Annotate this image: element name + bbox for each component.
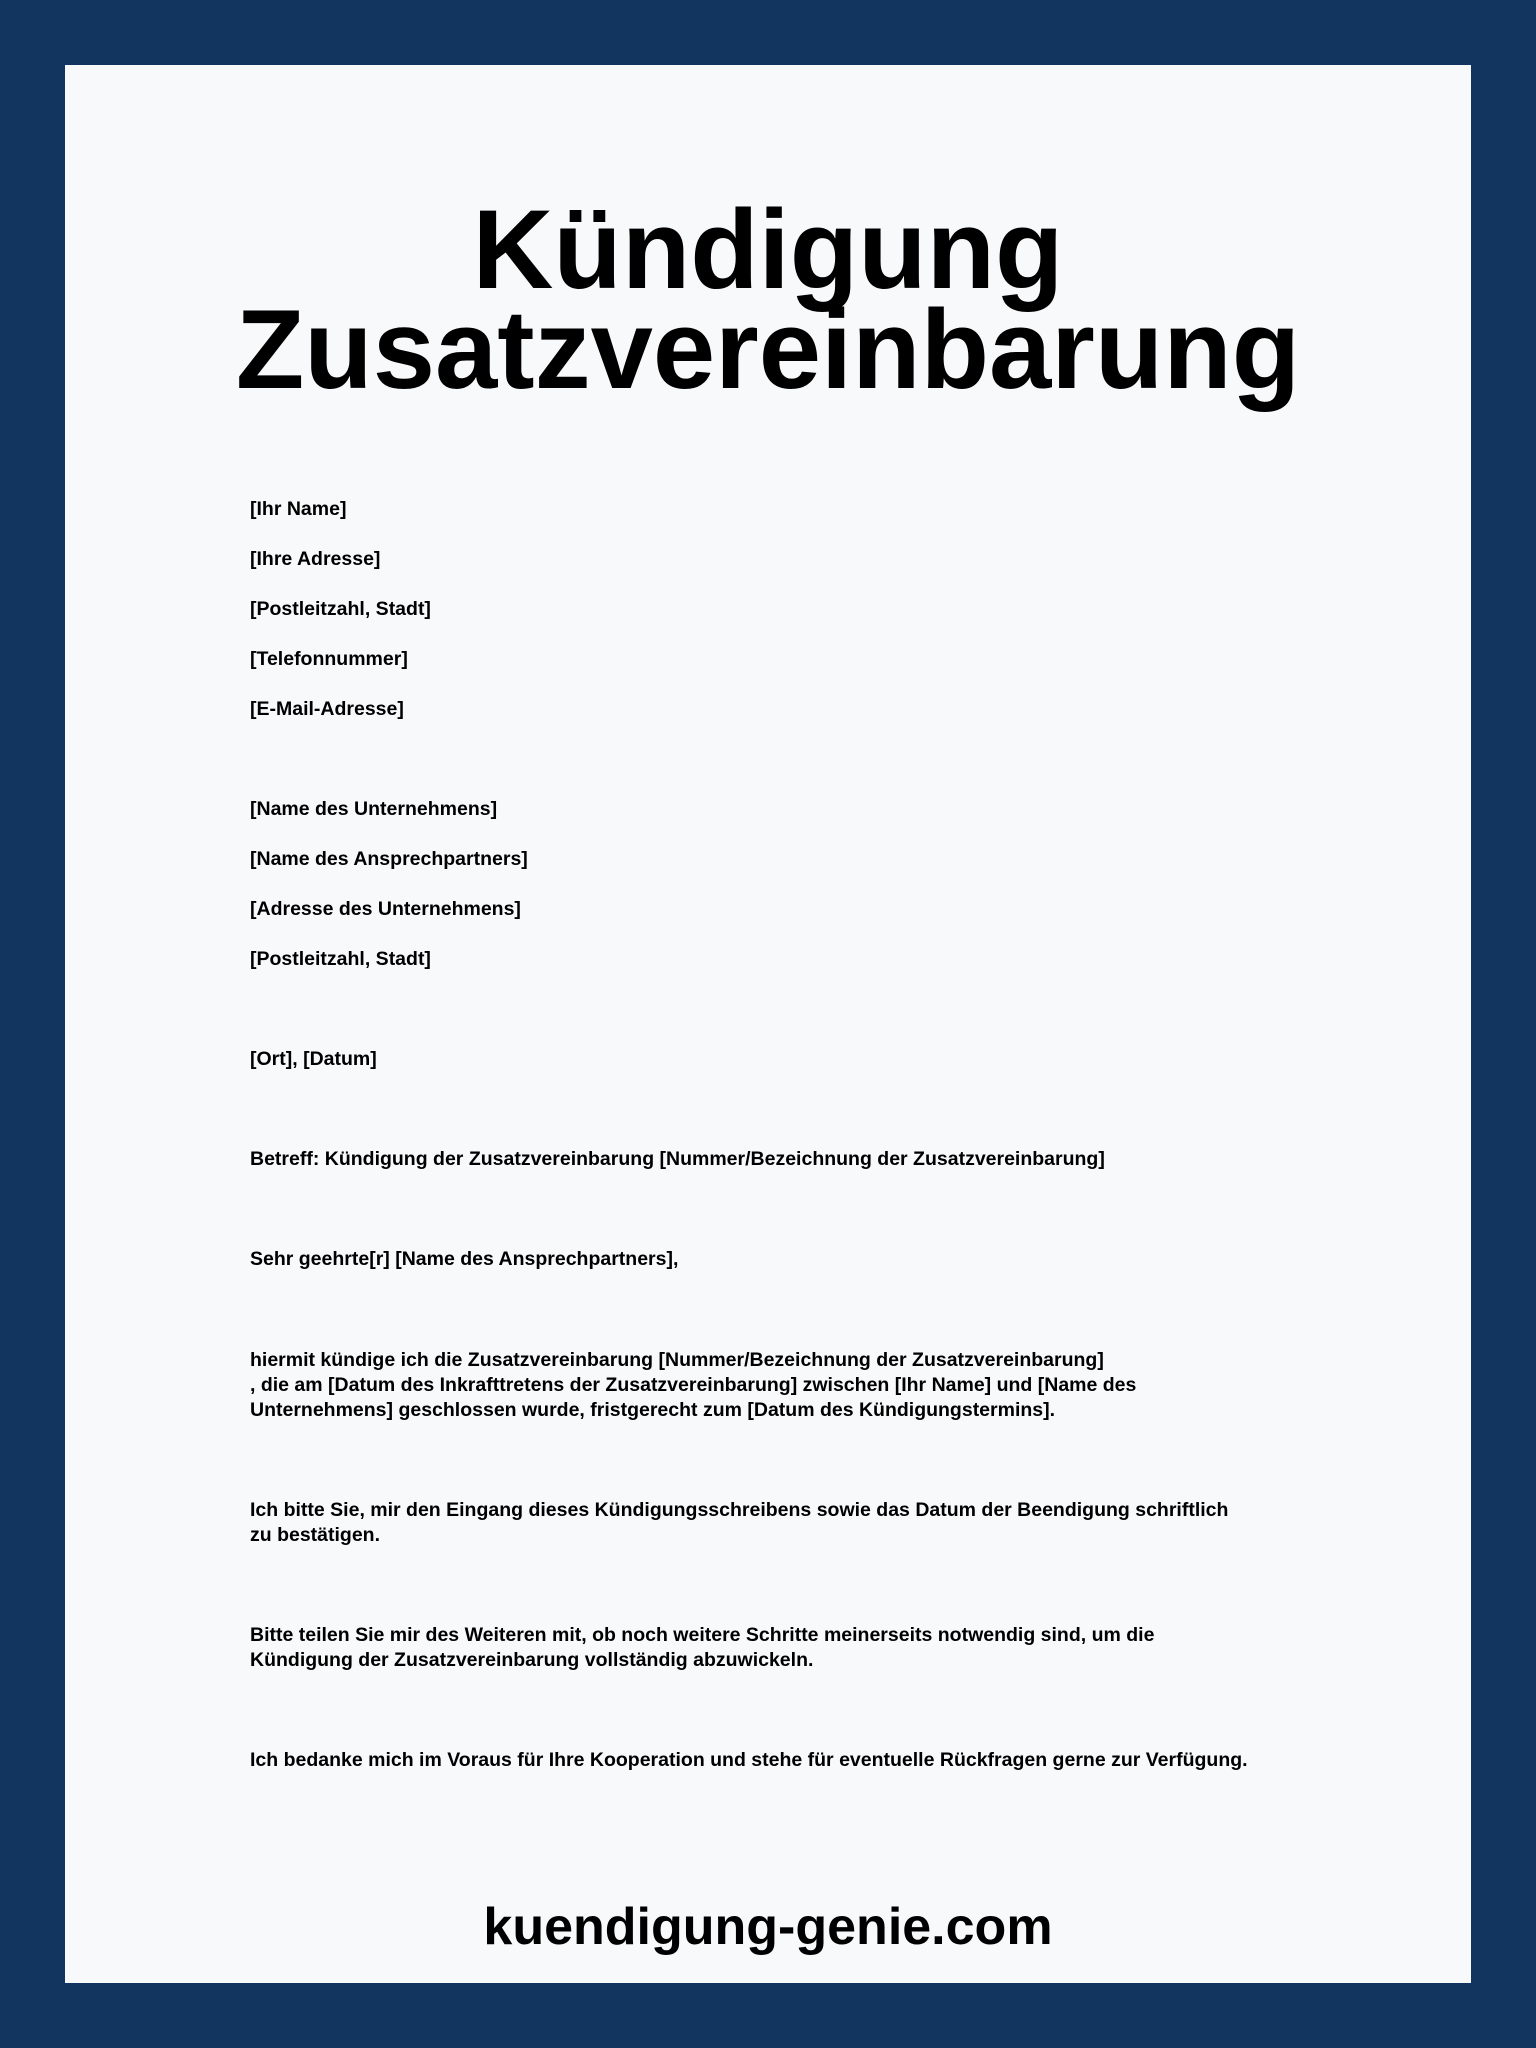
title-line-2: Zusatzvereinbarung <box>235 287 1301 412</box>
sender-name: [Ihr Name] <box>250 498 347 520</box>
paragraph-line: Unternehmens] geschlossen wurde, fristgerecht zum [Datum des Kündigungstermins]. <box>250 1399 1056 1421</box>
body-paragraph-1 <box>250 1348 1350 1423</box>
paragraph-line: Kündigung der Zusatzvereinbarung vollständig abzuwickeln. <box>250 1649 814 1671</box>
body-paragraph-3 <box>250 1623 1350 1673</box>
salutation: Sehr geehrte[r] [Name des Ansprechpartners], <box>250 1248 679 1270</box>
sender-email: [E-Mail-Adresse] <box>250 698 404 720</box>
place-date: [Ort], [Datum] <box>250 1048 377 1070</box>
paragraph-line: hiermit kündige ich die Zusatzvereinbarung [Nummer/Bezeichnung der Zusatzvereinbarung] <box>250 1349 1104 1371</box>
recipient-contact: [Name des Ansprechpartners] <box>250 848 528 870</box>
sender-phone: [Telefonnummer] <box>250 648 408 670</box>
website-footer: kuendigung-genie.com <box>483 1898 1053 1956</box>
body-paragraph-2 <box>250 1498 1350 1548</box>
title-line-1: Kündigung <box>472 187 1064 312</box>
recipient-address: [Adresse des Unternehmens] <box>250 898 521 920</box>
letter-sheet <box>65 65 1471 1983</box>
paragraph-line: Bitte teilen Sie mir des Weiteren mit, ob noch weitere Schritte meinerseits notwendig sind, um die <box>250 1624 1155 1646</box>
recipient-company: [Name des Unternehmens] <box>250 798 498 820</box>
paragraph-line: , die am [Datum des Inkrafttretens der Zusatzvereinbarung] zwischen [Ihr Name] und [Name des <box>250 1374 1137 1396</box>
paragraph-line: Ich bedanke mich im Voraus für Ihre Kooperation und stehe für eventuelle Rückfragen gerne zur Verfügung. <box>250 1749 1248 1771</box>
recipient-city: [Postleitzahl, Stadt] <box>250 948 431 970</box>
sender-address: [Ihre Adresse] <box>250 548 381 570</box>
sender-city: [Postleitzahl, Stadt] <box>250 598 431 620</box>
document-title <box>65 187 1471 412</box>
subject-line: Betreff: Kündigung der Zusatzvereinbarung [Nummer/Bezeichnung der Zusatzvereinbarung] <box>250 1148 1105 1170</box>
body-paragraph-4 <box>250 1748 1350 1773</box>
paragraph-line: Ich bitte Sie, mir den Eingang dieses Kündigungsschreibens sowie das Datum der Beendigung schriftlich <box>250 1499 1229 1521</box>
paragraph-line: zu bestätigen. <box>250 1524 381 1546</box>
